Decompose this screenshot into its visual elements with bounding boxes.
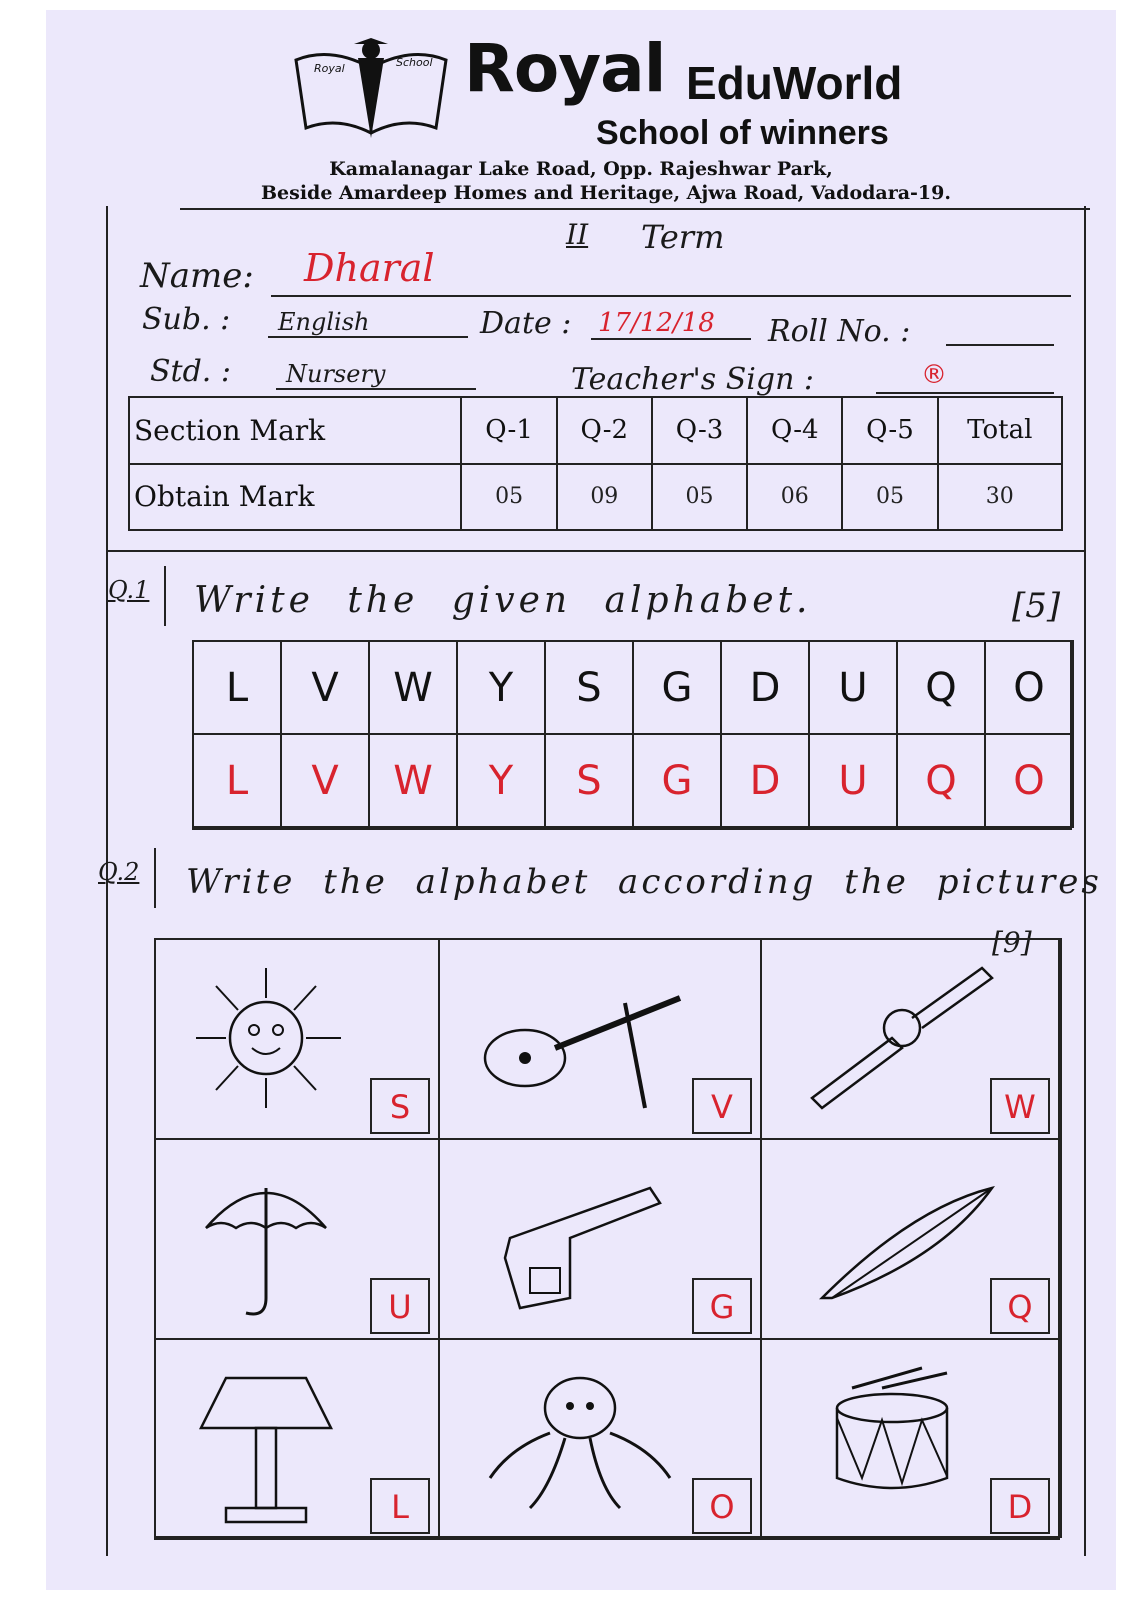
- q2-marks: [9]: [992, 926, 1032, 959]
- watch-icon: [772, 948, 1012, 1128]
- section-mark-label: Section Mark: [129, 397, 461, 464]
- subject-label: Sub. :: [142, 302, 231, 337]
- term-label: Term: [641, 218, 725, 256]
- logo-text-left: Royal: [314, 62, 345, 75]
- q2-question-text: Write the alphabet according the pictures: [186, 862, 1102, 902]
- q2-answer-box: D: [990, 1478, 1050, 1534]
- marks-header-cell: Q-1: [461, 397, 556, 464]
- address-line-2: Beside Amardeep Homes and Heritage, Ajwa Road, Vadodara-19.: [260, 182, 951, 204]
- q2-picture-grid: [154, 938, 1062, 1538]
- q2-picture-cell: [438, 1138, 762, 1340]
- subject-value: English: [278, 308, 370, 336]
- std-line: [276, 388, 476, 390]
- gun-icon: [450, 1148, 690, 1328]
- quill-icon: [772, 1148, 1012, 1328]
- q1-given-cell: O: [984, 640, 1074, 735]
- q1-given-cell: U: [808, 640, 898, 735]
- marks-header-cell: Q-5: [842, 397, 937, 464]
- obtain-mark-label: Obtain Mark: [129, 464, 461, 531]
- q2-answer-box: S: [370, 1078, 430, 1134]
- q2-answer-box: L: [370, 1478, 430, 1534]
- marks-obtained-cell: 05: [461, 464, 556, 531]
- roll-label: Roll No. :: [768, 314, 911, 349]
- logo-book-icon: [286, 38, 456, 143]
- q1-given-cell: D: [720, 640, 810, 735]
- q1-given-cell: L: [192, 640, 282, 735]
- subject-line: [268, 336, 468, 338]
- q2-answer-box: G: [692, 1278, 752, 1334]
- brand-royal: Royal: [464, 30, 666, 107]
- logo-text-right: School: [396, 56, 433, 69]
- q2-divider: [154, 848, 156, 908]
- date-label: Date :: [480, 306, 572, 341]
- marks-header-cell: Q-3: [652, 397, 747, 464]
- q1-marks: [5]: [1012, 586, 1061, 626]
- q1-number: Q.1: [108, 576, 150, 604]
- marks-obtained-cell: 05: [652, 464, 747, 531]
- marks-obtained-cell: 06: [747, 464, 842, 531]
- q1-answer-cell: V: [280, 733, 370, 828]
- marks-header-cell: Total: [938, 397, 1062, 464]
- q2-picture-cell: [760, 1138, 1060, 1340]
- marks-table: [128, 396, 1063, 531]
- q1-answer-cell: D: [720, 733, 810, 828]
- q2-picture-cell: [438, 938, 762, 1140]
- q1-answer-cell: S: [544, 733, 634, 828]
- q2-answer-box: U: [370, 1278, 430, 1334]
- q1-answer-cell: Y: [456, 733, 546, 828]
- q1-alphabet-grid: [192, 640, 1072, 830]
- worksheet-page: [46, 10, 1116, 1590]
- brand-tagline: School of winners: [596, 114, 889, 152]
- q1-given-cell: W: [368, 640, 458, 735]
- name-label: Name:: [140, 256, 254, 296]
- marks-header-row: [129, 397, 1062, 464]
- q2-answer-box: Q: [990, 1278, 1050, 1334]
- name-value: Dharal: [304, 246, 435, 290]
- section-divider: [106, 550, 1086, 552]
- violin-icon: [450, 948, 690, 1128]
- q1-divider: [164, 566, 166, 626]
- teacher-sign-value: ®: [921, 360, 947, 390]
- q1-question-text: Write the given alphabet.: [194, 580, 812, 621]
- q2-picture-cell: [760, 1338, 1060, 1540]
- q1-answer-cell: W: [368, 733, 458, 828]
- brand-eduworld: EduWorld: [686, 57, 903, 109]
- q1-answer-cell: G: [632, 733, 722, 828]
- q2-number: Q.2: [98, 858, 140, 886]
- address-line-1: Kamalanagar Lake Road, Opp. Rajeshwar Park,: [329, 158, 833, 180]
- date-value: 17/12/18: [598, 308, 715, 338]
- q1-answer-cell: U: [808, 733, 898, 828]
- marks-obtained-cell: 30: [938, 464, 1062, 531]
- q2-picture-cell: [154, 938, 440, 1140]
- q2-picture-cell: [154, 1138, 440, 1340]
- q2-picture-cell: [438, 1338, 762, 1540]
- term-number: II: [566, 218, 589, 251]
- std-label: Std. :: [150, 354, 231, 389]
- marks-header-cell: Q-4: [747, 397, 842, 464]
- drum-icon: [772, 1348, 1012, 1528]
- teacher-sign-line: [876, 392, 1054, 394]
- std-value: Nursery: [286, 360, 386, 388]
- q1-given-cell: Y: [456, 640, 546, 735]
- q1-answer-cell: Q: [896, 733, 986, 828]
- q2-answer-box: W: [990, 1078, 1050, 1134]
- q2-answer-box: V: [692, 1078, 752, 1134]
- q1-given-cell: Q: [896, 640, 986, 735]
- marks-obtained-row: [129, 464, 1062, 531]
- q1-answer-cell: O: [984, 733, 1074, 828]
- date-line: [591, 338, 751, 340]
- q1-given-cell: V: [280, 640, 370, 735]
- octopus-icon: [450, 1348, 690, 1528]
- q2-answer-box: O: [692, 1478, 752, 1534]
- roll-line: [946, 344, 1054, 346]
- q1-answer-cell: L: [192, 733, 282, 828]
- name-line: [271, 295, 1071, 297]
- q1-given-cell: G: [632, 640, 722, 735]
- q2-picture-cell: [154, 1338, 440, 1540]
- marks-obtained-cell: 05: [842, 464, 937, 531]
- q2-picture-cell: [760, 938, 1060, 1140]
- q1-given-cell: S: [544, 640, 634, 735]
- teacher-sign-label: Teacher's Sign :: [571, 362, 815, 397]
- marks-header-cell: Q-2: [557, 397, 652, 464]
- marks-obtained-cell: 09: [557, 464, 652, 531]
